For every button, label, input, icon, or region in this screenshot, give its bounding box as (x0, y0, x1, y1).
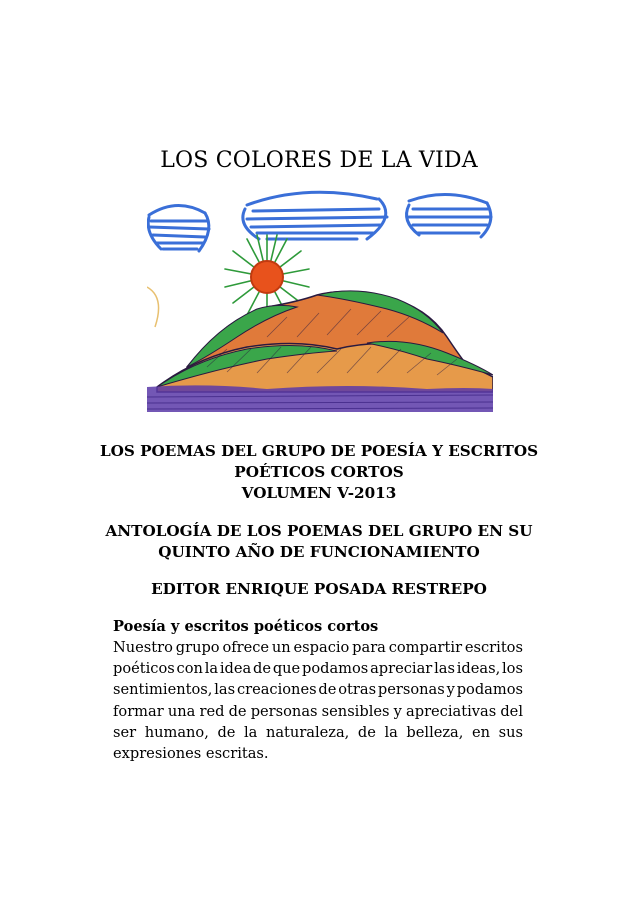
word: las (434, 660, 455, 678)
word: de (357, 723, 376, 741)
paragraph-line (113, 701, 523, 722)
word: para (352, 639, 386, 656)
editor-text: EDITOR ENRIQUE POSADA RESTREPO (151, 580, 487, 598)
word: podamos (456, 681, 523, 699)
word: en (471, 723, 491, 741)
paragraph-line (113, 658, 523, 679)
word: humano, (144, 723, 209, 741)
word: y (446, 681, 455, 699)
word: otras (338, 681, 377, 699)
paragraph-line (113, 679, 523, 700)
word: personas (377, 681, 445, 699)
word: naturaleza, (265, 723, 350, 741)
cloud-right (407, 194, 491, 237)
word: del (500, 702, 523, 720)
word: belleza, (406, 723, 464, 741)
word: con (176, 660, 203, 678)
word: formar (113, 702, 164, 720)
word: ser (113, 723, 137, 741)
heading-line: QUINTO AÑO DE FUNCIONAMIENTO (158, 543, 480, 561)
heading-line: ANTOLOGÍA DE LOS POEMAS DEL GRUPO EN SU (105, 522, 533, 540)
section-title: Poesía y escritos poéticos cortos (113, 618, 379, 635)
paragraph-line: expresiones escritas. (113, 745, 269, 763)
sun-icon (251, 261, 283, 293)
heading-line: LOS POEMAS DEL GRUPO DE POESÍA Y ESCRITOS (99, 442, 539, 460)
word: que (272, 660, 301, 678)
word: Nuestro (113, 639, 173, 656)
word: ofrece (222, 639, 270, 656)
word: idea (219, 660, 252, 678)
anthology-heading (0, 441, 638, 504)
word: una (167, 702, 196, 720)
paragraph-line (113, 637, 523, 658)
word: red (199, 702, 225, 720)
word: espacio (293, 639, 350, 656)
word: la (204, 660, 219, 678)
word: podamos (302, 660, 369, 678)
document-title: LOS COLORES DE LA VIDA (160, 148, 478, 173)
anthology-subheading (0, 521, 638, 563)
word: un (271, 639, 291, 656)
word: apreciativas (406, 702, 497, 720)
word: creaciones (236, 681, 317, 699)
word: sus (498, 723, 523, 741)
word: la (244, 723, 258, 741)
word: poéticos (113, 660, 175, 678)
landscape-illustration (147, 177, 493, 412)
word: de (318, 681, 337, 699)
word: grupo (175, 639, 220, 656)
heading-line: VOLUMEN V-2013 (241, 484, 397, 502)
word: de (228, 702, 247, 720)
body-paragraph (113, 637, 523, 764)
word: los (502, 660, 523, 678)
editor-line (0, 579, 638, 600)
word: ideas, (456, 660, 501, 678)
word: sensibles (321, 702, 390, 720)
paragraph-line (113, 722, 523, 743)
word: apreciar (370, 660, 433, 678)
faint-hill-outline (147, 287, 159, 327)
word: personas (250, 702, 318, 720)
word: escritos (464, 639, 523, 656)
word: las (214, 681, 236, 699)
cloud-middle (243, 192, 387, 239)
word: y (393, 702, 402, 720)
word: sentimientos, (113, 681, 213, 699)
word: la (384, 723, 398, 741)
heading-line: POÉTICOS CORTOS (234, 463, 404, 481)
word: de (253, 660, 272, 678)
word: de (217, 723, 236, 741)
word: compartir (388, 639, 463, 656)
cloud-left (148, 205, 209, 251)
